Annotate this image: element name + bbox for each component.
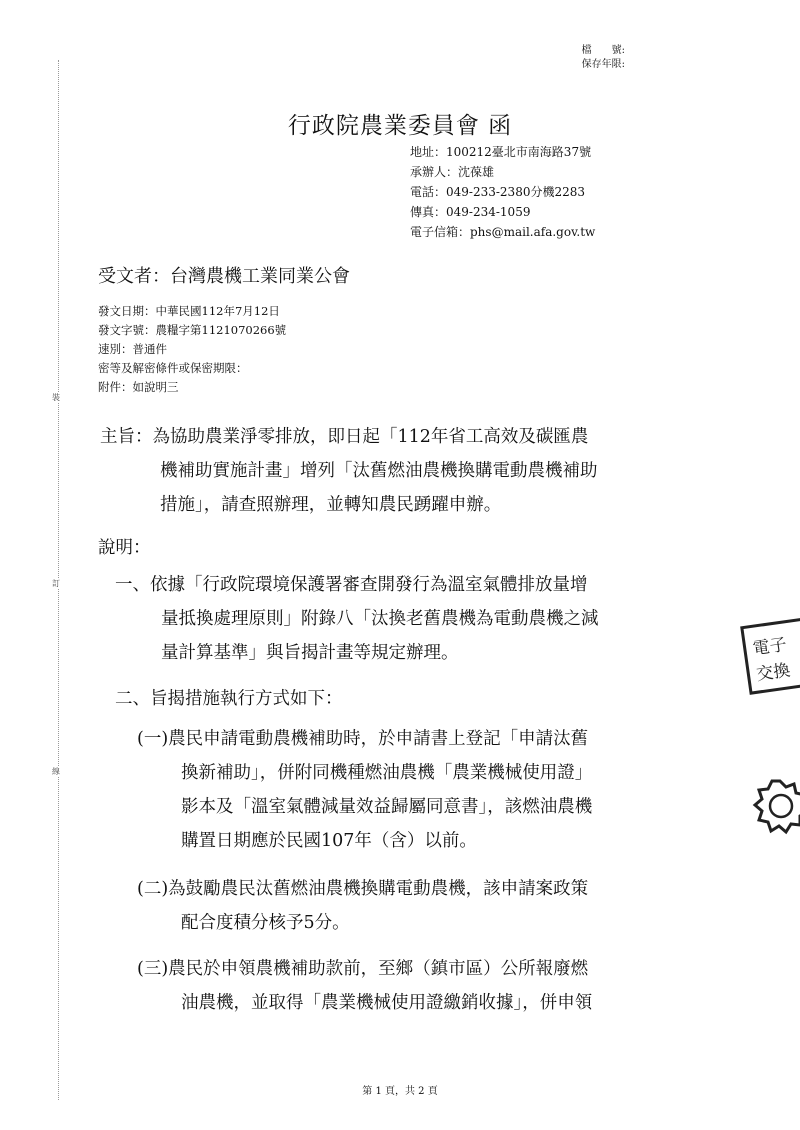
file-number-label: 檔 號:: [581, 45, 625, 56]
issue-date: 發文日期：中華民國112年7月12日: [98, 304, 280, 318]
explanation-item-1: [115, 568, 599, 670]
sub-item-line: 換新補助」，併附同機種燃油農機「農業機械使用證」: [181, 763, 593, 783]
svg-text:交換: 交換: [755, 660, 792, 686]
subject: [100, 420, 598, 522]
svg-text:電子: 電子: [751, 634, 789, 660]
sub-item-line: 影本及「溫室氣體減量效益歸屬同意書」，該燃油農機: [181, 797, 593, 817]
page-number: 第 1 頁，共 2 頁: [362, 1086, 438, 1097]
sub-item-line: (三)農民於申領農機補助款前，至鄉（鎮市區）公所報廢燃: [137, 959, 589, 979]
page-title: 行政院農業委員會 函: [287, 113, 513, 139]
binding-mark-xian: 線: [52, 767, 60, 776]
subject-line: 主旨：為協助農業淨零排放，即日起「112年省工高效及碳匯農: [100, 427, 589, 447]
item-line: 量抵換處理原則」附錄八「汰換老舊農機為電動農機之減: [161, 609, 599, 629]
sub-item-1: [137, 722, 592, 858]
file-meta: [540, 44, 625, 72]
phone: 電話：049-233-2380分機2283: [410, 185, 585, 199]
sub-item-line: 油農機，並取得「農業機械使用證繳銷收據」，併申領: [181, 993, 593, 1013]
sub-item-line: (二)為鼓勵農民汰舊燃油農機換購電動農機，該申請案政策: [137, 879, 589, 899]
fax: 傳真：049-234-1059: [410, 205, 531, 219]
sub-item-line: (一)農民申請電動農機補助時，於申請書上登記「申請汰舊: [137, 729, 589, 749]
sub-item-2: [137, 872, 588, 940]
delivery-speed: 速別：普通件: [98, 342, 167, 356]
binding-mark-ding: 訂: [52, 579, 60, 588]
explanation-label: 說明：: [98, 538, 151, 558]
recipient: 受文者：台灣農機工業同業公會: [98, 266, 350, 287]
gear-seal-icon: [750, 775, 800, 835]
explanation-item-2: [115, 682, 343, 716]
contact-block: [410, 142, 595, 242]
secrecy-level: 密等及解密條件或保密期限：: [98, 361, 248, 375]
retention-label: 保存年限:: [581, 59, 625, 70]
email[interactable]: 電子信箱：phs@mail.afa.gov.tw: [410, 225, 596, 239]
address: 地址：100212臺北市南海路37號: [410, 145, 592, 159]
document-meta: [98, 302, 286, 397]
sub-item-line: 配合度積分核予5分。: [181, 913, 350, 933]
item-line: 量計算基準」與旨揭計畫等規定辦理。: [161, 643, 459, 663]
sub-item-line: 購置日期應於民國107年（含）以前。: [181, 831, 477, 851]
sub-item-3: [137, 952, 592, 1020]
subject-line: 機補助實施計畫」增列「汰舊燃油農機換購電動農機補助: [160, 461, 598, 481]
binding-mark-zhuang: 裝: [52, 393, 60, 402]
item-line: 一、依據「行政院環境保護署審查開發行為溫室氣體排放量增: [115, 575, 588, 595]
attachment: 附件：如說明三: [98, 380, 179, 394]
electronic-exchange-stamp: [738, 615, 800, 695]
document-number: 發文字號：農糧字第1121070266號: [98, 323, 287, 337]
subject-line: 措施」，請查照辦理，並轉知農民踴躍申辦。: [160, 495, 502, 515]
handler: 承辦人：沈葆雄: [410, 165, 495, 179]
item-line: 二、旨揭措施執行方式如下：: [115, 689, 343, 709]
